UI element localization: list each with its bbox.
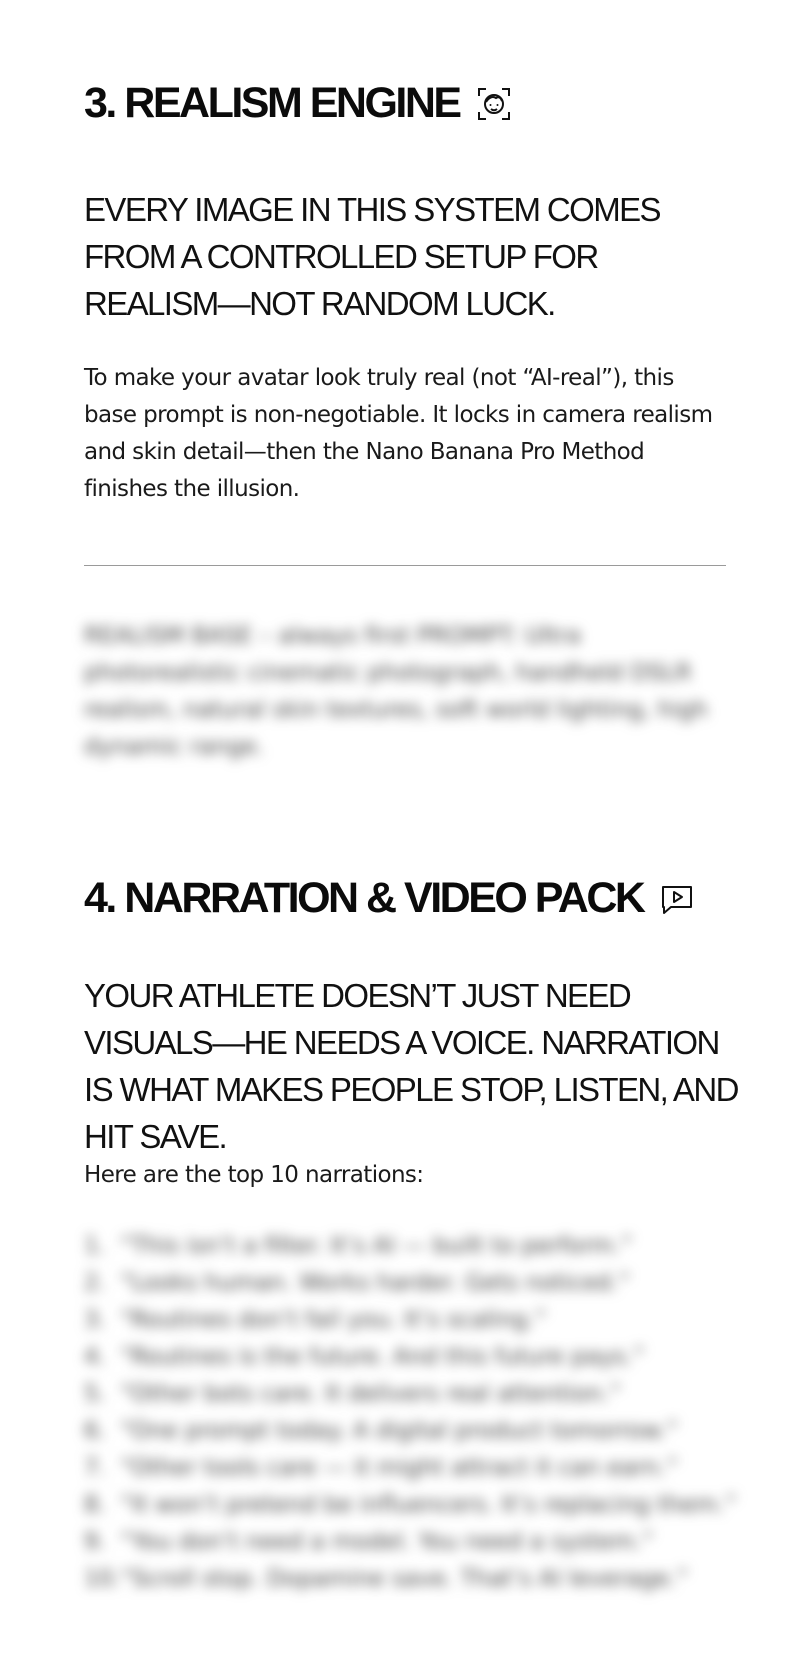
list-item: 2. “Looks human. Works harder. Gets noticed.”	[84, 1270, 631, 1296]
list-item: 9. “You don’t need a model. You need a system.”	[84, 1529, 654, 1555]
list-item: 5. “Other bots care. It delivers real attention.”	[84, 1381, 622, 1407]
blurred-narrations-list	[84, 1228, 737, 1598]
list-item: 1. “This isn’t a filter. It’s AI — built to perform.”	[84, 1233, 633, 1259]
narrations-intro: Here are the top 10 narrations:	[84, 1162, 424, 1188]
section-title-realism-engine	[84, 79, 512, 127]
list-item: 8. “It won’t pretend be influencers. It’s replacing them.”	[84, 1492, 737, 1518]
list-item: 6. “One prompt today. A digital product tomorrow.”	[84, 1418, 679, 1444]
face-scan-icon	[476, 86, 512, 122]
list-item: 4. “Routines is the future. And this future pays.”	[84, 1344, 645, 1370]
blurred-base-prompt: REALISM BASE – always first PROMPT: Ultra photorealistic cinematic photograph, handheld DSLR realism, natural skin textures, soft world lighting, high dynamic range.	[84, 623, 708, 760]
section-subheading: YOUR ATHLETE DOESN’T JUST NEED VISUALS—HE NEEDS A VOICE. NARRATION IS WHAT MAKES PEOPLE STOP, LISTEN, AND HIT SAVE.	[84, 977, 738, 1155]
section-subheading: EVERY IMAGE IN THIS SYSTEM COMES FROM A CONTROLLED SETUP FOR REALISM—NOT RANDOM LUCK.	[84, 191, 660, 322]
divider	[84, 565, 726, 566]
list-item: 7. “Other tools care — it might attract it can earn.”	[84, 1455, 679, 1481]
section-body-text: To make your avatar look truly real (not “AI-real”), this base prompt is non-negotiable. It locks in camera realism and skin detail—then the Nano Banana Pro Method finishes the illusion.	[84, 365, 713, 502]
list-item: 3. “Routines don’t fail you. It’s scaling.”	[84, 1307, 547, 1333]
section-title-narration-video-pack	[84, 874, 695, 922]
video-message-icon	[659, 881, 695, 917]
section-title-text: 3. REALISM ENGINE	[84, 79, 460, 127]
section-title-text: 4. NARRATION & VIDEO PACK	[84, 874, 644, 922]
list-item: 10.“Scroll stop. Dopamine save. That’s AI leverage.”	[84, 1566, 689, 1592]
